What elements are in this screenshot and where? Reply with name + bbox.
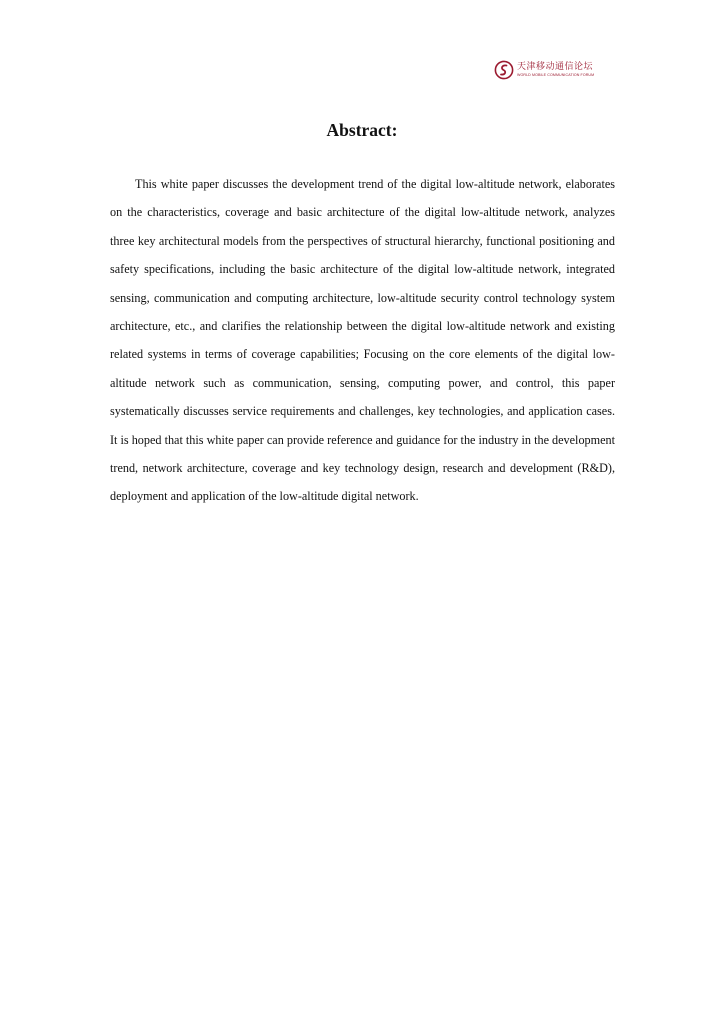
logo-chinese-name: 天津移动通信论坛 [517, 61, 594, 72]
page-title: Abstract: [326, 120, 398, 140]
forum-logo-text [517, 63, 594, 78]
logo-english-name: WORLD MOBILE COMMUNICATION FORUM [517, 72, 595, 77]
forum-emblem-icon [494, 60, 514, 80]
forum-logo [494, 59, 606, 81]
abstract-paragraph: This white paper discusses the development trend of the digital low-altitude network, elaborates on the characteristics, coverage and basic architecture of the digital low-altitude network, analyzes three key architectural models from the perspectives of structural hierarchy, functional positioning and safety specifications, including the basic architecture of the digital low-altitude network, integrated sensing, communication and computing architecture, low-altitude security control technology system architecture, etc., and clarifies the relationship between the digital low-altitude network and existing related systems in terms of coverage capabilities; Focusing on the core elements of the digital low-altitude network such as communication, sensing, computing power, and control, this paper systematically discusses service requirements and challenges, key technologies, and application cases. It is hoped that this white paper can provide reference and guidance for the industry in the development trend, network architecture, coverage and key technology design, research and development (R&D), deployment and application of the low-altitude digital network. [110, 177, 615, 504]
